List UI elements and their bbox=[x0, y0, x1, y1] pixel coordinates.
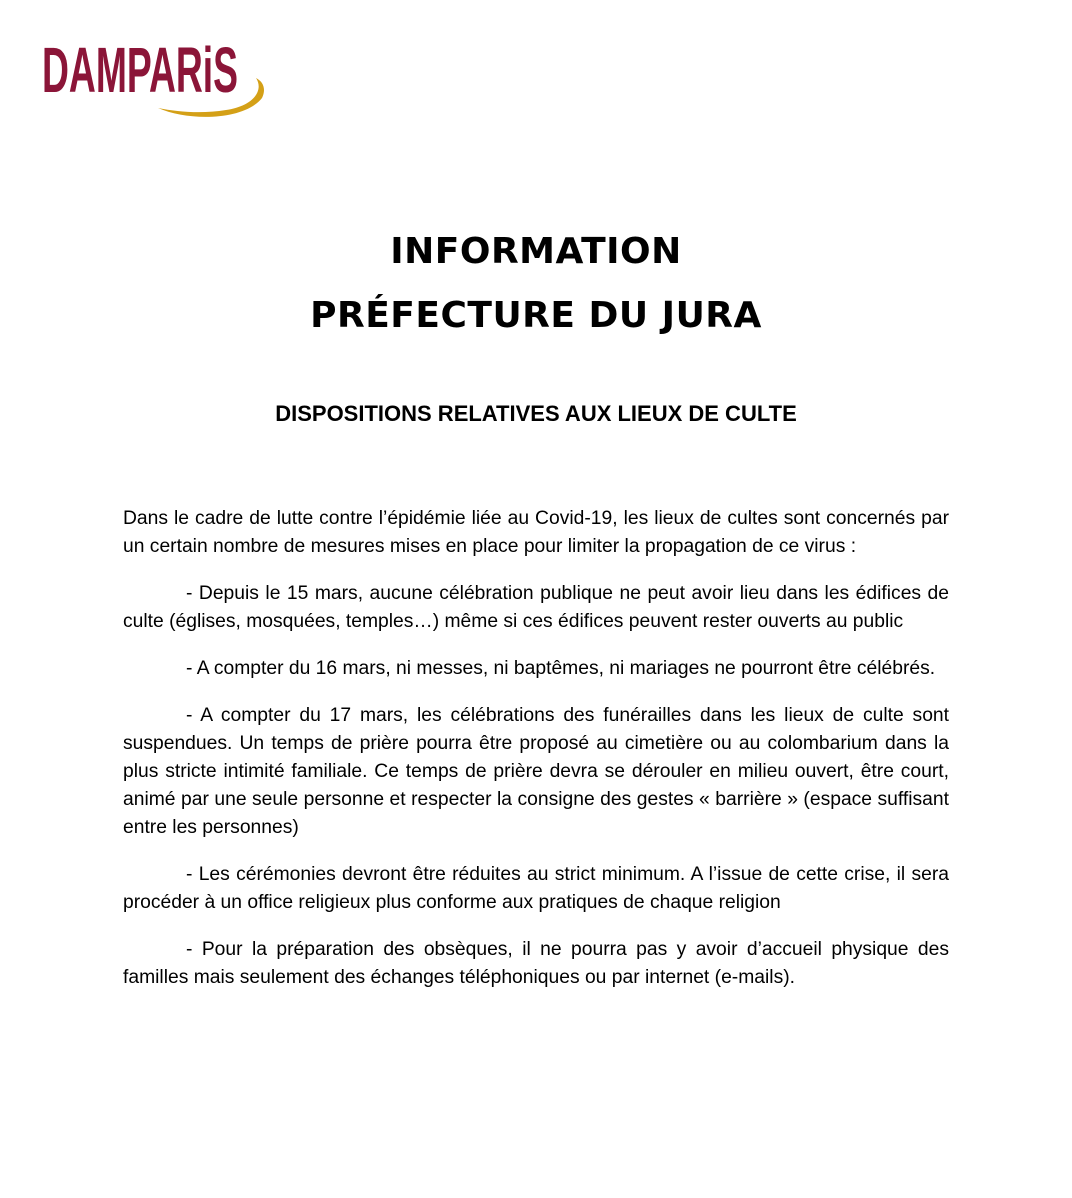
damparis-logo bbox=[40, 20, 280, 130]
page-title-line1: INFORMATION bbox=[390, 231, 682, 272]
intro-paragraph: Dans le cadre de lutte contre l’épidémie liée au Covid-19, les lieux de cultes sont concernés par un certain nombre de mesures mises en place pour limiter la propagation de ce virus : bbox=[123, 508, 949, 557]
page-title-line2: PRÉFECTURE DU JURA bbox=[310, 295, 762, 336]
list-item: - Depuis le 15 mars, aucune célébration publique ne peut avoir lieu dans les édifices de culte (églises, mosquées, temples…) même si ces édifices peuvent rester ouverts au public bbox=[123, 583, 949, 632]
list-item: - A compter du 17 mars, les célébrations des funérailles dans les lieux de culte sont suspendues. Un temps de prière pourra être proposé au cimetière ou au colombarium dans la plus stricte intimité familiale. Ce temps de prière devra se dérouler en milieu ouvert, être court, animé par une seule personne et respecter la consigne des gestes « barrière » (espace suffisant entre les personnes) bbox=[123, 705, 949, 838]
document-body bbox=[123, 505, 949, 1011]
logo-wordmark: DAMPARiS bbox=[42, 34, 239, 106]
list-item: - A compter du 16 mars, ni messes, ni baptêmes, ni mariages ne pourront être célébrés. bbox=[186, 658, 936, 679]
document-subtitle: DISPOSITIONS RELATIVES AUX LIEUX DE CULTE bbox=[275, 401, 797, 426]
list-item: - Pour la préparation des obsèques, il ne pourra pas y avoir d’accueil physique des familles mais seulement des échanges téléphoniques ou par internet (e-mails). bbox=[123, 939, 949, 988]
list-item: - Les cérémonies devront être réduites au strict minimum. A l’issue de cette crise, il sera procéder à un office religieux plus conforme aux pratiques de chaque religion bbox=[123, 864, 949, 913]
